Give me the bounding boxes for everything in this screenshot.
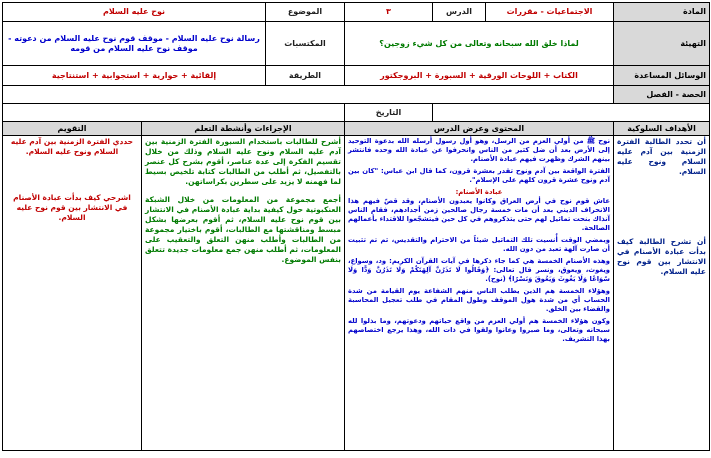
content-cell [345,136,614,451]
content-paragraph: وكون هؤلاء الخمسة هم أولي العزم من واقع حياتهم ودعوتهم، وما بذلوا لله سبحانه وتعالى، وما صبروا وعانوا ولقوا في ذات الله، وهذا يرجع اختصاصهم بهذا التشريف. [348,317,610,343]
content-paragraph: وبمضي الوقت أُنسيت تلك التماثيل شيئاً من الاحترام والتقديس، ثم تم تثبيت أن صارت آلهة تعبد من دون الله. [348,236,610,253]
content-paragraph: وهؤلاء الخمسة هم الذين يطلب الناس منهم الشفاعة يوم القيامة من شدة الحساب أي من شدة هول الموقف وطول المقام في طلب تعجيل المحاسبة والقضاء بين الخلق. [348,287,610,313]
lesson-label: الدرس [433,3,486,22]
col-header-content: المحتوى وعرض الدرس [345,122,614,136]
content-subheading: عبادة الأصنام: [455,188,503,196]
gains-label: المكتسبات [266,22,345,66]
content-paragraph: الفترة الواقعة بين آدم ونوح تقدر بعشرة قرون، كما قال ابن عباس: "كان بين آدم ونوح عشرة قرون كلهم على الإسلام". [348,167,610,184]
col-header-procedures: الإجراءات وأنشطة التعلم [142,122,345,136]
date-label: التاريخ [345,104,433,122]
date-value [3,104,345,122]
content-paragraph: نوح ﷺ من أولي العزم من الرسل، وهو أول رسول أرسله الله بدعوة التوحيد إلى الأرض بعد أن ضل كثير من الناس وانحرفوا عن عبادة الله وحده فانتشر بينهم الشرك وظهرت فيهم عبادة الأصنام. [348,137,610,163]
aids-label: الوسائل المساعدة [614,66,710,86]
gains-value: رسالة نوح عليه السلام - موقف قوم نوح عليه السلام من دعوته - موقف نوح عليه السلام من قومه [3,22,266,66]
date-blank-right [433,104,710,122]
topic-label: الموضوع [266,3,345,22]
objectives-cell [614,136,710,451]
session-value [3,86,614,104]
method-value: إلقائية + حوارية + استجوابية + استنتاجية [3,66,266,86]
aids-value: الكتاب + اللوحات الورقية + السبورة + البروجكتور [345,66,614,86]
col-header-objectives: الأهداف السلوكية [614,122,710,136]
topic-value: نوح عليه السلام [3,3,266,22]
content-paragraph: عاش قوم نوح في أرض العراق وكانوا يعبدون الأصنام، وقد قصّ فيهم هذا الانحراف الديني بعد أن مات خمسة رجال صالحين زمن أجدادهم، فقام الناس آنذاك بنحت تماثيل لهم حتى يتذكروهم في كل حين فيتشجّعوا للاقتداء بأعمالهم الصالحة. [348,197,610,232]
evaluation-cell [3,136,142,451]
evaluation-item: اشرحي كيف بدأت عبادة الأصنام في الانتشار بين قوم نوح عليه السلام. [13,193,131,222]
session-label: الحصة - الفصل [614,86,710,104]
evaluation-item: حددي الفترة الزمنية بين آدم عليه السلام ونوح عليه السلام. [10,137,134,156]
lesson-value: ٣ [345,3,433,22]
lesson-plan-table [2,2,710,451]
procedure-paragraph: أشرح للطالبات باستخدام السبورة الفترة الزمنية بين آدم عليه السلام ونوح عليه السلام وذلك من خلال تقسيم الفكرة إلى عدة عناصر، أقوم بشرح كل عنصر بالتفصيل، ثم أطلب من الطالبات كتابة تلخيص بسيط لما فهمنه لا يزيد على سطرين بكراساتهن. [145,137,341,186]
method-label: الطريقة [266,66,345,86]
col-header-evaluation: التقويم [3,122,142,136]
subject-label: المادة [614,3,710,22]
objective-item: أن تحدد الطالبة الفترة الزمنية بين آدم عليه السلام ونوح عليه السلام. [617,137,706,176]
intro-label: التهيئة [614,22,710,66]
intro-question: لماذا خلق الله سبحانه وتعالى من كل شيء زوجين؟ [345,22,614,66]
subject-value: الاجتماعيات - مقررات [486,3,614,22]
objective-item: أن تشرح الطالبة كيف بدأت عبادة الأصنام في الانتشار بين قوم نوح عليه السلام. [617,237,706,276]
procedures-cell [142,136,345,451]
content-paragraph: وهذه الأصنام الخمسة هي كما جاء ذكرها في آيات القرآن الكريم: ود، وسواع، ويغوث، ويعوق، ونسر قال تعالى: ﴿وَقَالُوا لَا تَذَرُنَّ آلِهَتَكُمْ وَلَا تَذَرُنَّ وَدًّا وَلَا سُوَاعًا وَلَا يَغُوثَ وَيَعُوقَ وَنَسْرًا﴾ (نوح). [348,257,610,283]
procedure-paragraph: أجمع مجموعة من المعلومات من خلال الشبكة العنكبوتية حول كيفية بداية عبادة الأصنام في الانتشار بين قوم نوح عليه السلام، ثم أقوم بعرضها بشكل مبسط ومناقشتها مع الطالبات، أقوم باختيار مجموعة من الطالبات وأطلب منهن التعلق والتعقيب على المعلومات، ثم أطلب منهن جمع معلومات جديدة تتعلق بنفس الموضوع. [145,195,341,264]
